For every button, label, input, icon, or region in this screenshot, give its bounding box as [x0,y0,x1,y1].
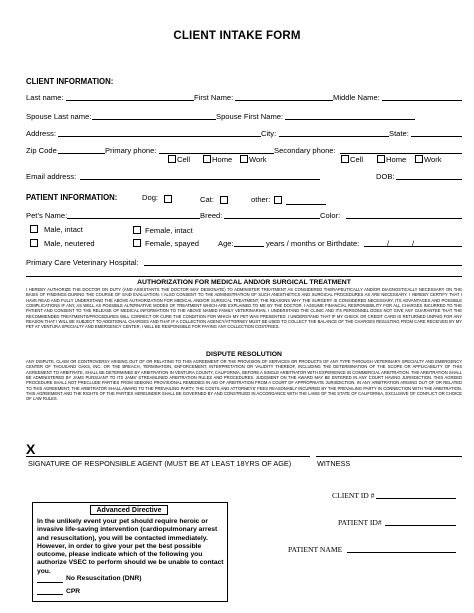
last-name-label: Last name: [26,93,64,102]
secondary-work-checkbox[interactable] [415,155,423,163]
age-suffix-label: years / months or Birthdate: [266,239,360,248]
middle-name-field[interactable] [382,100,462,101]
client-info-heading: CLIENT INFORMATION: [26,77,114,86]
secondary-work-label: Work [424,155,442,164]
primary-hospital-label: Primary Care Veterinary Hospital: [26,258,139,267]
secondary-cell-checkbox[interactable] [341,155,349,163]
patient-info-heading: PATIENT INFORMATION: [26,193,118,202]
female-spayed-checkbox[interactable] [133,239,141,247]
spouse-first-name-label: Spouse First Name: [216,112,284,121]
city-label: City: [261,129,277,138]
witness-label: WITNESS [317,459,351,468]
cpr-field[interactable] [37,594,63,595]
state-label: State: [389,129,409,138]
first-name-label: First Name: [194,93,234,102]
primary-work-label: Work [249,155,267,164]
birthdate-separator-2: / [412,239,415,248]
spouse-first-name-field[interactable] [285,119,415,120]
last-name-field[interactable] [66,100,194,101]
patient-id-label: PATIENT ID# [338,518,382,527]
age-field[interactable] [234,246,264,247]
advanced-directive-heading: Advanced Directive [90,505,168,515]
agent-signature-field[interactable] [26,456,310,457]
middle-name-label: Middle Name: [333,93,380,102]
breed-field[interactable] [224,218,320,219]
pets-name-field[interactable] [67,218,200,219]
authorization-heading: AUTHORIZATION FOR MEDICAL AND/OR SURGICAL TREATMENT [137,279,351,286]
section-divider [26,276,462,277]
zip-code-field[interactable] [58,153,105,154]
authorization-text: I HEREBY AUTHORIZE THE DOCTOR ON DUTY (AND ASSISTANTS THE DOCTOR MAY DESIGNATE) TO ADMINISTER TREATMENT AS CONSIDERED THERAPEUTICALLY AND/OR DIAGNOSTICALLY NECESSARY ON THE BASIS OF FINDINGS DURING THE COURSE OF SAID EVALUATION. I ALSO CONSENT TO THE ADMINISTRATION OF SUCH ANESTHETICS AND SURGICAL PROCEDURES AS ARE NECESSARY. I HEREBY CERTIFY THAT I HAVE READ AND FULLY UNDERSTAND THE ABOVE AUTHORIZATION FOR MEDICAL AND/OR SURGICAL TREATMENT, THE REASONS WHY THE SURGERY IS CONSIDERED NECESSARY, ITS ADVANTAGES AND POSSIBLE COMPLICATIONS IF ANY, AS WELL AS POSSIBLE ALTERNATIVE MODES OF TREATMENT WHICH ARE EXPLAINED TO ME BY THE DOCTOR. I ASSUME FINANCIAL RESPONSIBILITY FOR ALL CHARGES INCURRED TO THE PATIENT AND CONSENT TO THE RELEASE OF MEDICAL INFORMATION TO THE ABOVE NAMED FAMILY VETERINARIAN. I UNDERSTAND THE CLINIC AND ITS PERSONNEL DOES NOT GIVE ANY GUARANTEE THAT THE RECOMMENDED TREATMENTS/PROCEDURES WILL CORRECT OR CURE THE CONDITION FOR WHICH MY PET WAS PRESENTED. I UNDERSTAND THAT IF MY CHECK OR CREDIT CARD IS RETURNED UNPAID FOR ANY REASON THAT I WILL BE SUBJECT TO ADDITIONAL CHARGES AND THAT IF A COLLECTION AGENCY/ATTORNEY MUST BE USED TO COLLECT THE BALANCE OF THE CHARGES RESULTING FROM CARE RECEIVED BY MY PET AT VENTURA SPECIALTY AND EMERGENCY CENTER, I WILL BE RESPONSIBLE FOR PAYING ANY COLLECTION COST/FEES. [26,287,462,330]
state-field[interactable] [411,136,462,137]
secondary-phone-label: Secondary phone: [274,146,336,155]
breed-label: Breed: [200,211,223,220]
primary-hospital-field[interactable] [144,265,462,266]
address-label: Address: [26,129,56,138]
primary-phone-label: Primary phone: [105,146,157,155]
female-spayed-label: Female, spayed [145,239,200,248]
color-field[interactable] [346,218,462,219]
client-id-label: CLIENT ID # [332,491,375,500]
other-field[interactable] [286,204,326,205]
email-label: Email address: [26,172,77,181]
secondary-home-label: Home [386,155,407,164]
dispute-heading: DISPUTE RESOLUTION [206,351,282,358]
dnr-label: No Resuscitation (DNR) [66,575,142,582]
dispute-text: ANY DISPUTE, CLAIM OR CONTROVERSY ARISING OUT OF OR RELATING TO THIS AGREEMENT OR THE PROVISION OF SERVICES OR PRODUCTS OF ANY TYPE THROUGH VETERINARY SPECIALTY AND EMERGENCY CENTER OF THOUSAND OAKS, INC. OR THE BREACH, TERMINATION, ENFORCEMENT, INTERPRETATION OR VALIDITY THEREOF, INCLUDING THE DETERMINATION OF THE SCOPE OR APPLICABILITY OF THIS AGREEMENT TO ARBITRATE, SHALL BE DETERMINED BY ARBITRATION IN VENTURA COUNTY, CALIFORNIA, BEFORE A SINGLE ARBITRATOR WITH EXPERIENCE IN COMMERCIAL ARBITRATION. THE ARBITRATION SHALL BE ADMINISTERED BY JAMS PURSUANT TO ITS JAMS' STREAMLINED ARBITRATION RULES AND PROCEDURES. JUDGMENT ON THE AWARD MAY BE ENTERED IN ANY COURT HAVING JURISDICTION. THIS AGREED PROCEDURE SHALL NOT PRECLUDE PARTIES FROM SEEKING PROVISIONAL REMEDIES IN AID OF ARBITRATION FROM A COURT OF APPROPRIATE JURISDICTION. IN ANY ARBITRATION ARISING OUT OF OR RELATED TO THIS AGREEMENT, THE ARBITRATOR SHALL AWARD TO THE PREVAILING PARTY, THE COSTS AND ATTORNEYS' FEES REASONABLY INCURRED BY THE PREVAILING PARTY IN CONNECTION WITH THE ARBITRATION. THIS AGREEMENT AND THE RIGHTS OF THE PARTIES HEREUNDER SHALL BE GOVERNED BY AND CONSTRUED IN ACCORDANCE WITH THE LAWS OF THE STATE OF CALIFORNIA, EXCLUSIVE OF CONFLICT OR CHOICE OF LAW RULES. [26,359,462,402]
city-field[interactable] [279,136,389,137]
spouse-last-name-label: Spouse Last name: [26,112,92,121]
male-neutered-label: Male, neutered [44,239,95,248]
zip-code-label: Zip Code [26,146,57,155]
other-label: other: [251,195,271,204]
primary-cell-label: Cell [177,155,191,164]
cat-label: Cat: [200,195,214,204]
other-checkbox[interactable] [274,196,282,204]
cat-checkbox[interactable] [220,196,228,204]
birthdate-separator-1: / [387,239,390,248]
advanced-directive-text: In the unlikely event your pet should require heroic or invasive life-saving intervention (cardiopulmonary arrest and resuscitation), you will be contacted immediately. However, in order to give your pet the best possible outcome, please indicate which of the following you authorize VSEC to perform should we be unable to contact you. [37,518,224,575]
agent-signature-label: SIGNATURE OF RESPONSIBLE AGENT (MUST BE AT LEAST 18YRS OF AGE) [28,459,292,468]
primary-work-checkbox[interactable] [240,155,248,163]
female-intact-label: Female, intact [145,226,193,235]
signature-x-mark: X [26,441,36,457]
patient-id-field[interactable] [385,525,456,526]
primary-cell-checkbox[interactable] [168,155,176,163]
primary-home-checkbox[interactable] [203,155,211,163]
dog-checkbox[interactable] [164,195,172,203]
secondary-cell-label: Cell [350,155,364,164]
patient-name-field[interactable] [347,552,456,553]
dob-field[interactable] [396,179,462,180]
address-field[interactable] [58,136,261,137]
female-intact-checkbox[interactable] [133,226,141,234]
secondary-home-checkbox[interactable] [377,155,385,163]
client-id-field[interactable] [376,498,456,499]
form-title: CLIENT INTAKE FORM [173,30,301,42]
witness-signature-field[interactable] [316,456,462,457]
cpr-label: CPR [66,588,81,595]
patient-name-label: PATIENT NAME [288,545,343,554]
first-name-field[interactable] [235,100,333,101]
dnr-field[interactable] [37,582,63,583]
pets-name-label: Pet’s Name: [26,211,68,220]
color-label: Color: [320,211,341,220]
male-intact-label: Male, intact [44,225,83,234]
dob-label: DOB: [376,172,395,181]
age-label: Age: [218,239,234,248]
email-field[interactable] [80,179,320,180]
male-neutered-checkbox[interactable] [30,239,38,247]
primary-home-label: Home [212,155,233,164]
primary-phone-field[interactable] [159,153,274,154]
male-intact-checkbox[interactable] [30,225,38,233]
secondary-phone-field[interactable] [340,153,462,154]
dog-label: Dog: [142,193,159,202]
spouse-last-name-field[interactable] [92,119,216,120]
